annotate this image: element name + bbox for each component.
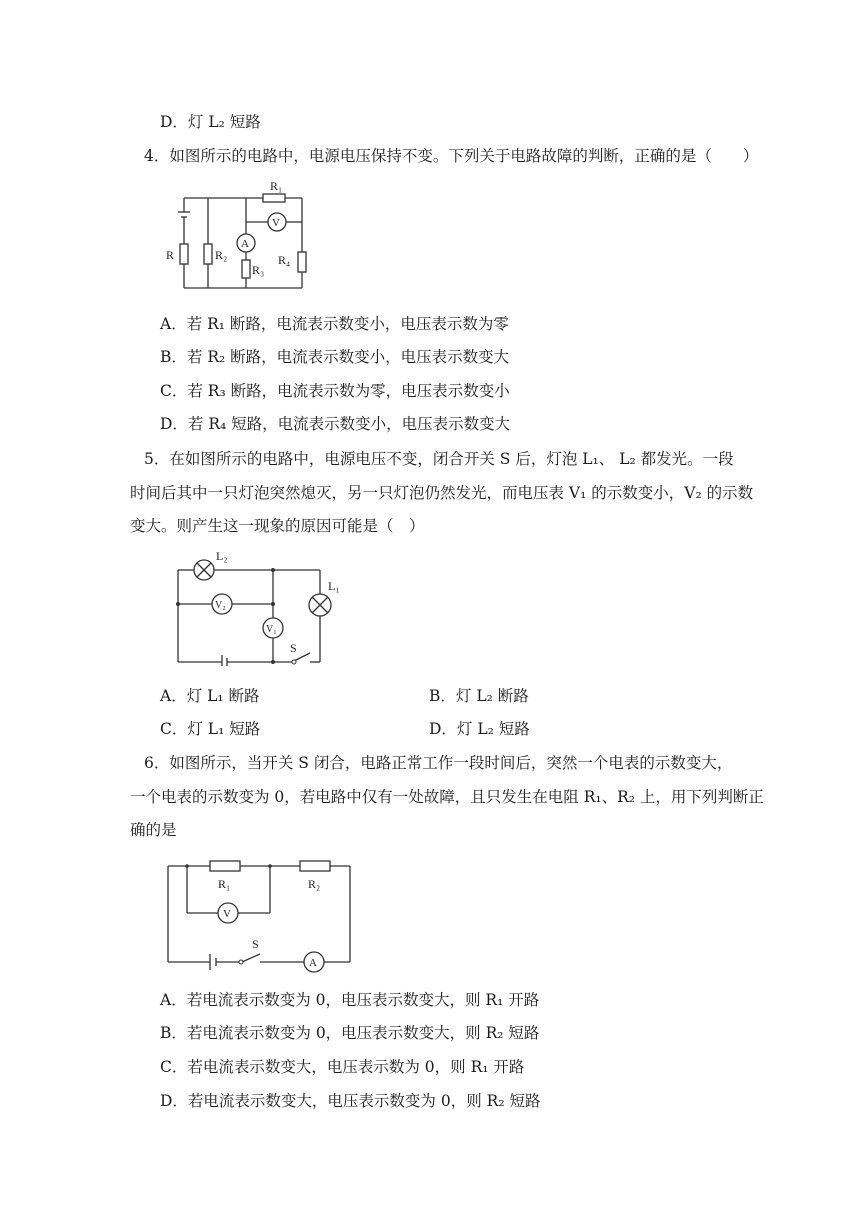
q6-option-c: C．若电流表示数变大，电压表示数为 0，则 R₁ 开路 [160,1058,525,1076]
q4-label-r3: R₃ [252,263,265,277]
q4-option-b: B．若 R₂ 断路，电流表示数变小，电压表示数变大 [160,348,510,366]
q6-option-b: B．若电流表示数变为 0，电压表示数变大，则 R₂ 短路 [160,1024,540,1042]
q4-ammeter-symbol: A [241,238,249,250]
q4-voltmeter-symbol: V [272,217,280,229]
q6-circuit-diagram [160,852,360,974]
q5-circuit-diagram [170,548,340,666]
q4-stem: 4．如图所示的电路中，电源电压保持不变。下列关于电路故障的判断，正确的是（ ） [144,147,759,165]
q3-option-d: D．灯 L₂ 短路 [160,113,261,131]
q4-label-r: R [166,248,175,262]
q5-stem-line-3: 变大。则产生这一现象的原因可能是（ ） [130,517,425,535]
q6-label-s: S [252,937,259,951]
q5-option-a: A．灯 L₁ 断路 [160,687,260,705]
q6-stem-line-1: 6．如图所示，当开关 S 闭合，电路正常工作一段时间后，突然一个电表的示数变大， [144,754,733,772]
q4-option-c: C．若 R₃ 断路，电流表示数为零，电压表示数变小 [160,382,510,400]
q4-option-d: D．若 R₄ 短路，电流表示数变小，电压表示数变大 [160,415,511,433]
q4-label-r2: R₂ [215,248,228,262]
q4-circuit-diagram [160,176,320,294]
q4-label-r1: R₁ [270,179,283,193]
q5-stem-line-1: 5．在如图所示的电路中，电源电压不变，闭合开关 S 后，灯泡 L₁、 L₂ 都发光。一段 [144,450,734,468]
q4-label-r4: R₄ [278,253,291,267]
q6-option-a: A．若电流表示数变为 0，电压表示数变大，则 R₁ 开路 [160,991,540,1009]
q6-stem-line-2: 一个电表的示数变为 0，若电路中仅有一处故障，且只发生在电阻 R₁、R₂ 上，用下列判断正 [130,788,764,806]
q6-label-v: V [223,908,231,920]
q5-label-v2: V₂ [215,600,226,611]
q6-stem-line-3: 确的是 [130,821,177,839]
q4-option-a: A．若 R₁ 断路，电流表示数变小，电压表示数为零 [160,315,509,333]
q5-label-v1: V₁ [266,624,277,635]
q6-option-d: D．若电流表示数变大，电压表示数变为 0，则 R₂ 短路 [160,1092,541,1110]
q5-label-l1: L₁ [328,579,340,593]
q5-option-d: D．灯 L₂ 短路 [429,720,530,738]
q6-label-r2: R₂ [308,877,321,891]
q5-label-s: S [290,641,297,655]
q5-stem-line-2: 时间后其中一只灯泡突然熄灭，另一只灯泡仍然发光，而电压表 V₁ 的示数变小，V₂ 的示数 [130,484,754,502]
q5-label-l2: L₂ [216,549,228,563]
q6-label-r1: R₁ [218,877,231,891]
q6-label-a: A [309,957,317,969]
q5-option-b: B．灯 L₂ 断路 [429,687,529,705]
q5-option-c: C．灯 L₁ 短路 [160,720,261,738]
